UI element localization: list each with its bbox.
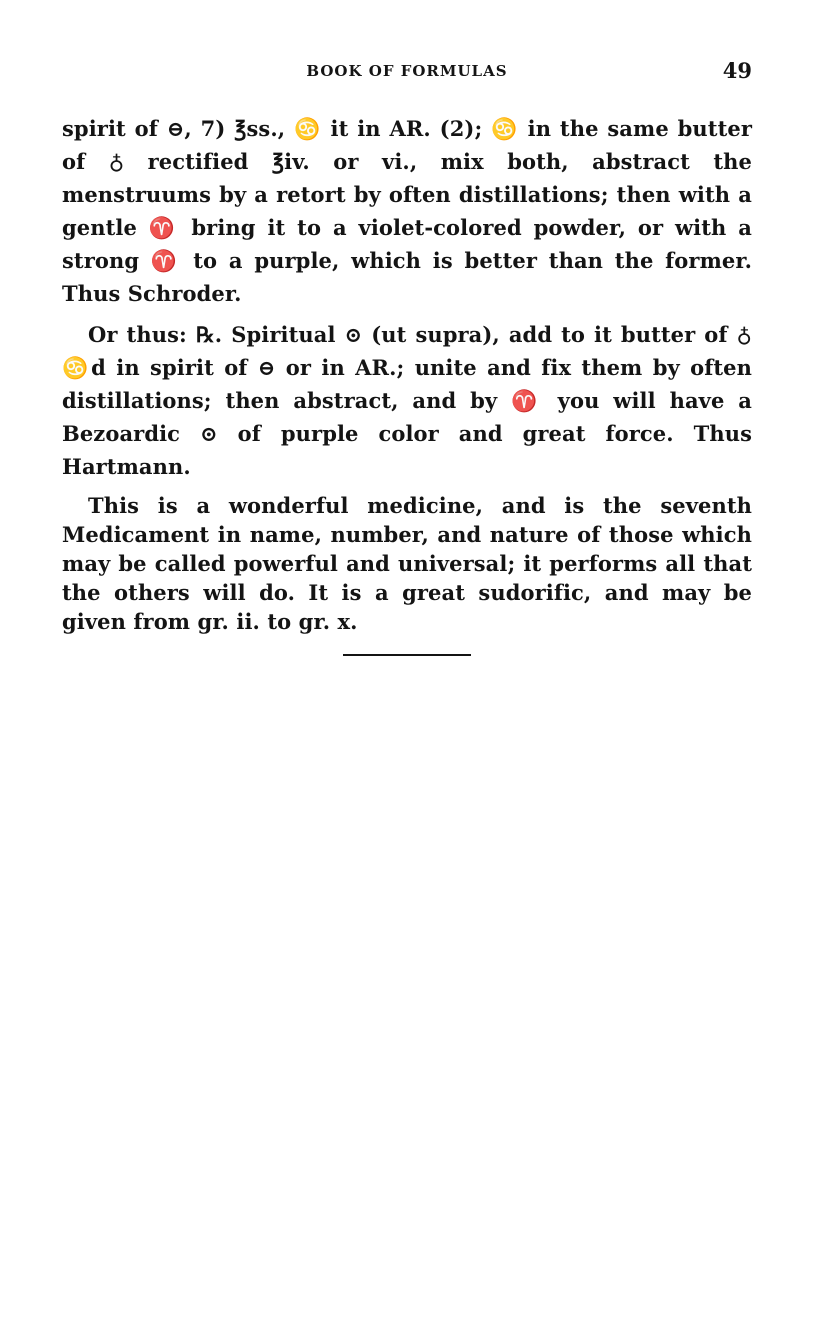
running-title: BOOK OF FORMULAS <box>306 62 508 80</box>
section-end-rule <box>343 654 471 656</box>
paragraph-2: Or thus: ℞. Spiritual ⊙ (ut supra), add to it butter of ♁ ♋d in spirit of ⊖ or in AR.; unite and fix them by often distillations; then abstract, and by ♈ you will have a Bezoardic ⊙ of purple color and great force. Thus Hartmann. <box>62 322 752 479</box>
running-head <box>62 58 752 88</box>
page-number: 49 <box>722 58 752 83</box>
text-block <box>62 112 752 644</box>
paragraph-3: This is a wonderful medicine, and is the seventh Medicament in name, number, and nature of those which may be called powerful and universal; it performs all that the others will do. It is a great sudorific, and may be given from gr. ii. to gr. x. <box>62 493 752 634</box>
paragraph-1: spirit of ⊖, 7) ℥ss., ♋ it in AR. (2); ♋ in the same butter of ♁ rectified ℥iv. or vi., mix both, abstract the menstruums by a retort by often distillations; then with a gentle ♈ bring it to a violet-colored powder, or with a strong ♈ to a purple, which is better than the former. Thus Schroder. <box>62 116 752 306</box>
